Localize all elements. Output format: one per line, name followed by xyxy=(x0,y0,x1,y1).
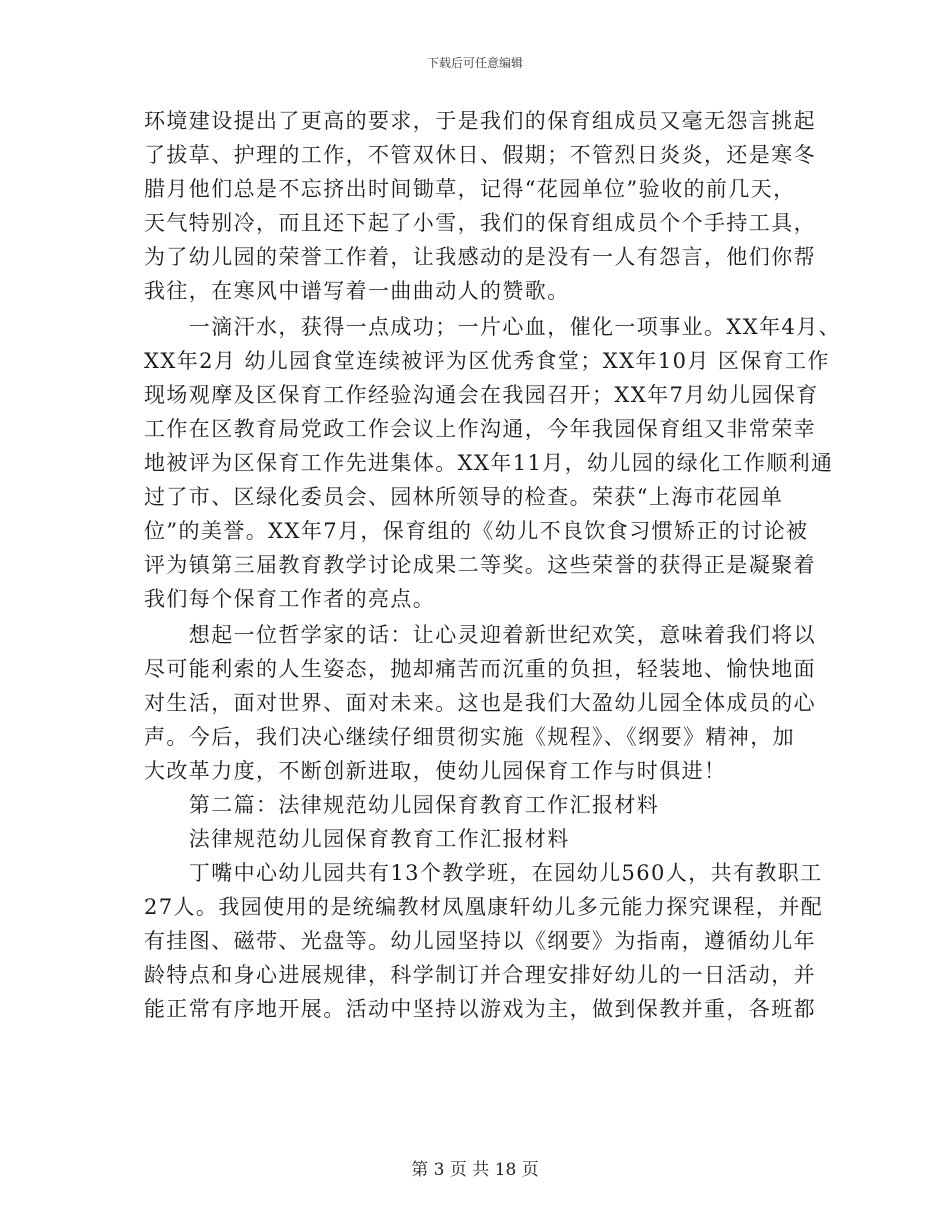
text-line: 为了幼儿园的荣誉工作着，让我感动的是没有一人有怨言，他们你帮 xyxy=(144,245,816,269)
section-title: 第二篇：法律规范幼儿园保育教育工作汇报材料 xyxy=(144,793,660,817)
text-line: 现场观摩及区保育工作经验沟通会在我园召开；XX年7月幼儿园保育 xyxy=(144,383,819,407)
text-line: 工作在区教育局党政工作会议上作沟通，今年我园保育组又非常荣幸 xyxy=(144,417,816,441)
text-line: 能正常有序地开展。活动中坚持以游戏为主，做到保教并重，各班都 xyxy=(144,997,816,1021)
text-line: 环境建设提出了更高的要求，于是我们的保育组成员又毫无怨言挑起 xyxy=(144,109,816,133)
text-line: 了拔草、护理的工作，不管双休日、假期；不管烈日炎炎，还是寒冬 xyxy=(144,143,816,167)
text-line: 大改革力度，不断创新进取，使幼儿园保育工作与时俱进！ xyxy=(144,759,727,783)
text-line: 丁嘴中心幼儿园共有13个教学班，在园幼儿560人，共有教职工 xyxy=(144,861,823,885)
section-subtitle: 法律规范幼儿园保育教育工作汇报材料 xyxy=(144,827,570,851)
text-line: 我们每个保育工作者的亮点。 xyxy=(144,587,436,611)
text-line: 过了市、区绿化委员会、园林所领导的检查。荣获“上海市花园单 xyxy=(144,485,784,509)
text-line: 龄特点和身心进展规律，科学制订并合理安排好幼儿的一日活动，并 xyxy=(144,963,816,987)
text-line: 想起一位哲学家的话：让心灵迎着新世纪欢笑，意味着我们将以 xyxy=(144,623,816,647)
text-line: 位”的美誉。XX年7月，保育组的《幼儿不良饮食习惯矫正的讨论被 xyxy=(144,519,809,543)
text-line: 27人。我园使用的是统编教材凤凰康轩幼儿多元能力探究课程，并配 xyxy=(144,895,824,919)
text-line: 一滴汗水，获得一点成功；一片心血，催化一项事业。XX年4月、 xyxy=(144,315,842,339)
page-header: 下载后可任意编辑 xyxy=(426,56,523,70)
text-line: 对生活，面对世界、面对未来。这也是我们大盈幼儿园全体成员的心 xyxy=(144,691,816,715)
text-line: XX年2月 幼儿园食堂连续被评为区优秀食堂；XX年10月 区保育工作 xyxy=(144,349,830,373)
text-line: 声。今后，我们决心继续仔细贯彻实施《规程》、《纲要》精神，加 xyxy=(144,725,795,749)
page-footer: 第 3 页 共 18 页 xyxy=(411,1160,539,1180)
text-line: 我往，在寒风中谱写着一曲曲动人的赞歌。 xyxy=(144,279,570,303)
text-line: 评为镇第三届教育教学讨论成果二等奖。这些荣誉的获得正是凝聚着 xyxy=(144,553,816,577)
text-line: 腊月他们总是不忘挤出时间锄草，记得“花园单位”验收的前几天， xyxy=(144,177,796,201)
text-line: 地被评为区保育工作先进集体。XX年11月，幼儿园的绿化工作顺利通 xyxy=(144,451,834,475)
text-line: 有挂图、磁带、光盘等。幼儿园坚持以《纲要》为指南，遵循幼儿年 xyxy=(144,929,816,953)
text-line: 尽可能利索的人生姿态，抛却痛苦而沉重的负担，轻装地、愉快地面 xyxy=(144,657,816,681)
text-line: 天气特别冷，而且还下起了小雪，我们的保育组成员个个手持工具， xyxy=(144,211,816,235)
